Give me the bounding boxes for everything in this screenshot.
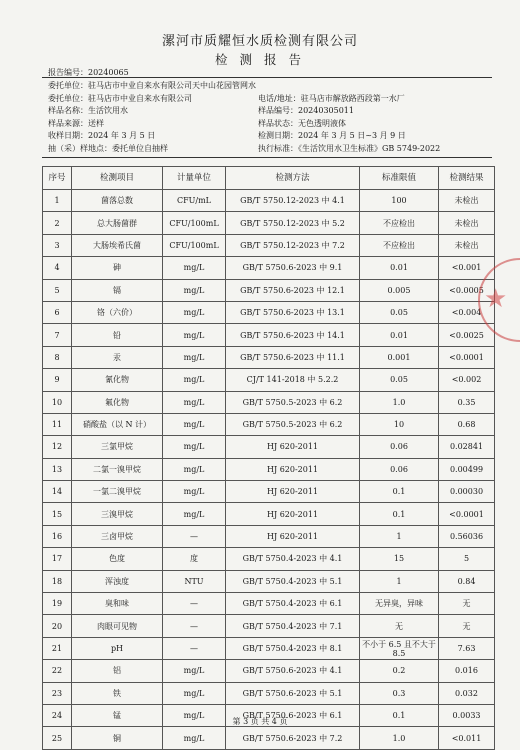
table-cell: HJ 620-2011: [226, 458, 360, 480]
table-cell: 3: [43, 234, 72, 256]
table-cell: 砷: [72, 257, 163, 279]
table-cell: <0.0005: [439, 279, 495, 301]
table-row: [43, 212, 495, 234]
table-cell: 三氯甲烷: [72, 436, 163, 458]
table-row: [43, 525, 495, 547]
table-cell: 8: [43, 346, 72, 368]
table-cell: <0.002: [439, 369, 495, 391]
table-row: [43, 234, 495, 256]
report-number-label: 报告编号：: [48, 68, 88, 77]
table-cell: 0.01: [360, 257, 439, 279]
table-row: [43, 436, 495, 458]
table-cell: GB/T 5750.4-2023 中 8.1: [226, 637, 360, 659]
table-cell: 1.0: [360, 727, 439, 749]
column-header: 检测结果: [439, 167, 495, 190]
table-row: [43, 279, 495, 301]
table-cell: 铜: [72, 727, 163, 749]
sample-info: [48, 80, 508, 156]
table-cell: 7.63: [439, 637, 495, 659]
table-cell: 7: [43, 324, 72, 346]
info-left: 样品来源：送样: [48, 118, 104, 128]
table-cell: <0.001: [439, 257, 495, 279]
table-cell: GB/T 5750.12-2023 中 5.2: [226, 212, 360, 234]
table-cell: 二氯一溴甲烷: [72, 458, 163, 480]
table-row: [43, 503, 495, 525]
table-cell: 未检出: [439, 190, 495, 212]
table-cell: 0.35: [439, 391, 495, 413]
results-table: [42, 166, 495, 750]
table-cell: GB/T 5750.6-2023 中 11.1: [226, 346, 360, 368]
table-row: [43, 324, 495, 346]
divider-info: [42, 157, 492, 158]
star-icon: ★: [484, 284, 508, 314]
table-cell: GB/T 5750.6-2023 中 7.2: [226, 727, 360, 749]
table-cell: 未检出: [439, 234, 495, 256]
table-row: [43, 570, 495, 592]
table-cell: 0.01: [360, 324, 439, 346]
page-footer: 第 3 页 共 4 页: [232, 717, 288, 726]
table-header-row: [43, 167, 495, 190]
column-header: 检测方法: [226, 167, 360, 190]
table-cell: 9: [43, 369, 72, 391]
table-row: [43, 682, 495, 704]
table-cell: mg/L: [163, 727, 226, 749]
table-cell: 5: [439, 548, 495, 570]
table-cell: 18: [43, 570, 72, 592]
table-row: [43, 548, 495, 570]
info-left: 委托单位：驻马店市中业自来水有限公司天中山花园管网水: [48, 81, 256, 90]
table-cell: mg/L: [163, 324, 226, 346]
table-cell: 菌落总数: [72, 190, 163, 212]
table-cell: <0.0001: [439, 346, 495, 368]
info-right: 执行标准：《生活饮用水卫生标准》GB 5749-2022: [258, 143, 441, 153]
table-cell: 浑浊度: [72, 570, 163, 592]
table-row: [43, 637, 495, 659]
table-cell: mg/L: [163, 413, 226, 435]
info-left: 样品名称：生活饮用水: [48, 106, 128, 116]
table-cell: GB/T 5750.4-2023 中 7.1: [226, 615, 360, 637]
table-cell: 0.032: [439, 682, 495, 704]
table-cell: 0.005: [360, 279, 439, 301]
info-right: 电话/地址：驻马店市解放路西段第一水厂: [258, 93, 405, 103]
table-cell: 0.1: [360, 704, 439, 726]
table-cell: 23: [43, 682, 72, 704]
table-cell: GB/T 5750.12-2023 中 4.1: [226, 190, 360, 212]
table-cell: GB/T 5750.12-2023 中 7.2: [226, 234, 360, 256]
table-cell: GB/T 5750.4-2023 中 5.1: [226, 570, 360, 592]
table-cell: GB/T 5750.6-2023 中 13.1: [226, 301, 360, 323]
table-cell: 0.06: [360, 458, 439, 480]
table-cell: 22: [43, 660, 72, 682]
table-cell: mg/L: [163, 279, 226, 301]
table-cell: 21: [43, 637, 72, 659]
table-cell: HJ 620-2011: [226, 503, 360, 525]
table-cell: NTU: [163, 570, 226, 592]
table-cell: GB/T 5750.6-2023 中 9.1: [226, 257, 360, 279]
divider-top: [42, 77, 492, 78]
table-cell: GB/T 5750.6-2023 中 5.1: [226, 682, 360, 704]
table-cell: 1: [360, 525, 439, 547]
table-cell: mg/L: [163, 346, 226, 368]
table-cell: 0.1: [360, 481, 439, 503]
table-cell: 不应检出: [360, 212, 439, 234]
table-cell: mg/L: [163, 391, 226, 413]
table-cell: mg/L: [163, 369, 226, 391]
table-cell: CFU/mL: [163, 190, 226, 212]
info-row: [48, 80, 508, 93]
table-cell: 16: [43, 525, 72, 547]
table-cell: 6: [43, 301, 72, 323]
table-cell: 1: [360, 570, 439, 592]
table-cell: HJ 620-2011: [226, 481, 360, 503]
info-row: [48, 118, 508, 131]
table-cell: pH: [72, 637, 163, 659]
table-row: [43, 301, 495, 323]
table-row: [43, 391, 495, 413]
table-row: [43, 458, 495, 480]
table-row: [43, 190, 495, 212]
table-cell: 氰化物: [72, 369, 163, 391]
table-cell: —: [163, 593, 226, 615]
table-cell: mg/L: [163, 257, 226, 279]
table-cell: 0.00030: [439, 481, 495, 503]
table-cell: 一氯二溴甲烷: [72, 481, 163, 503]
table-cell: GB/T 5750.5-2023 中 6.2: [226, 413, 360, 435]
table-cell: —: [163, 637, 226, 659]
table-cell: 15: [43, 503, 72, 525]
table-cell: 锰: [72, 704, 163, 726]
table-cell: 15: [360, 548, 439, 570]
table-cell: 17: [43, 548, 72, 570]
table-cell: <0.0025: [439, 324, 495, 346]
table-cell: —: [163, 525, 226, 547]
table-row: [43, 660, 495, 682]
table-cell: <0.004: [439, 301, 495, 323]
table-cell: 三溴甲烷: [72, 503, 163, 525]
info-row: [48, 143, 508, 156]
table-cell: CJ/T 141-2018 中 5.2.2: [226, 369, 360, 391]
table-cell: 汞: [72, 346, 163, 368]
report-number-value: 20240065: [88, 68, 129, 77]
table-cell: 0.1: [360, 503, 439, 525]
table-cell: <0.0001: [439, 503, 495, 525]
table-cell: 11: [43, 413, 72, 435]
table-cell: 硝酸盐（以 N 计）: [72, 413, 163, 435]
table-cell: CFU/100mL: [163, 234, 226, 256]
info-right: 样品状态：无色透明液体: [258, 118, 346, 128]
table-cell: mg/L: [163, 301, 226, 323]
table-cell: GB/T 5750.6-2023 中 6.1: [226, 704, 360, 726]
table-cell: 25: [43, 727, 72, 749]
table-row: [43, 727, 495, 749]
table-cell: 2: [43, 212, 72, 234]
table-cell: 铁: [72, 682, 163, 704]
table-cell: 未检出: [439, 212, 495, 234]
column-header: 标准限值: [360, 167, 439, 190]
table-cell: 0.016: [439, 660, 495, 682]
table-cell: 三卤甲烷: [72, 525, 163, 547]
table-row: [43, 257, 495, 279]
info-right: 样品编号：20240305011: [258, 106, 354, 116]
table-cell: 0.00499: [439, 458, 495, 480]
table-cell: 1: [43, 190, 72, 212]
table-cell: mg/L: [163, 704, 226, 726]
info-left: 抽（采）样地点：委托单位自抽样: [48, 143, 168, 153]
table-cell: 0.05: [360, 369, 439, 391]
table-cell: GB/T 5750.5-2023 中 6.2: [226, 391, 360, 413]
table-cell: 无: [439, 593, 495, 615]
column-header: 序号: [43, 167, 72, 190]
report-subtitle: 检 测 报 告: [215, 52, 305, 67]
table-cell: GB/T 5750.6-2023 中 4.1: [226, 660, 360, 682]
table-cell: 0.06: [360, 436, 439, 458]
table-cell: 臭和味: [72, 593, 163, 615]
table-cell: 不小于 6.5 且不大于 8.5: [360, 637, 439, 659]
table-cell: 0.2: [360, 660, 439, 682]
table-cell: 度: [163, 548, 226, 570]
table-cell: 总大肠菌群: [72, 212, 163, 234]
table-cell: GB/T 5750.6-2023 中 12.1: [226, 279, 360, 301]
table-cell: 24: [43, 704, 72, 726]
table-cell: 无: [439, 615, 495, 637]
info-row: [48, 105, 508, 118]
table-cell: HJ 620-2011: [226, 436, 360, 458]
table-cell: 铝: [72, 660, 163, 682]
info-left: 收样日期：2024 年 3 月 5 日: [48, 131, 156, 141]
table-cell: 12: [43, 436, 72, 458]
table-cell: <0.011: [439, 727, 495, 749]
info-row: [48, 93, 508, 106]
table-cell: 无: [360, 615, 439, 637]
table-cell: 100: [360, 190, 439, 212]
table-cell: 镉: [72, 279, 163, 301]
table-cell: 14: [43, 481, 72, 503]
table-cell: 0.84: [439, 570, 495, 592]
table-cell: 肉眼可见物: [72, 615, 163, 637]
table-cell: —: [163, 615, 226, 637]
table-cell: mg/L: [163, 436, 226, 458]
table-row: [43, 369, 495, 391]
table-cell: 0.0033: [439, 704, 495, 726]
table-cell: mg/L: [163, 481, 226, 503]
table-cell: 无异臭，异味: [360, 593, 439, 615]
table-cell: 0.56036: [439, 525, 495, 547]
table-cell: mg/L: [163, 458, 226, 480]
table-cell: 0.001: [360, 346, 439, 368]
table-cell: 4: [43, 257, 72, 279]
table-cell: 铅: [72, 324, 163, 346]
table-cell: 19: [43, 593, 72, 615]
table-row: [43, 413, 495, 435]
table-cell: 铬（六价）: [72, 301, 163, 323]
table-row: [43, 615, 495, 637]
info-right: 检测日期：2024 年 3 月 5 日~3 月 9 日: [258, 131, 406, 141]
table-cell: 氟化物: [72, 391, 163, 413]
table-cell: HJ 620-2011: [226, 525, 360, 547]
table-cell: 10: [360, 413, 439, 435]
table-cell: CFU/100mL: [163, 212, 226, 234]
table-row: [43, 346, 495, 368]
table-cell: 0.3: [360, 682, 439, 704]
table-cell: GB/T 5750.4-2023 中 4.1: [226, 548, 360, 570]
table-cell: 10: [43, 391, 72, 413]
table-cell: 色度: [72, 548, 163, 570]
table-cell: 13: [43, 458, 72, 480]
table-cell: 大肠埃希氏菌: [72, 234, 163, 256]
table-cell: mg/L: [163, 682, 226, 704]
info-left: 委托单位：驻马店市中业自来水有限公司: [48, 93, 192, 103]
info-row: [48, 130, 508, 143]
column-header: 检测项目: [72, 167, 163, 190]
table-cell: GB/T 5750.6-2023 中 14.1: [226, 324, 360, 346]
table-cell: 不应检出: [360, 234, 439, 256]
table-cell: 20: [43, 615, 72, 637]
table-cell: 0.68: [439, 413, 495, 435]
table-row: [43, 593, 495, 615]
table-cell: 5: [43, 279, 72, 301]
table-cell: 0.02841: [439, 436, 495, 458]
table-row: [43, 481, 495, 503]
table-cell: mg/L: [163, 503, 226, 525]
column-header: 计量单位: [163, 167, 226, 190]
table-cell: mg/L: [163, 660, 226, 682]
company-title: 漯河市质耀恒水质检测有限公司: [161, 34, 358, 49]
table-cell: GB/T 5750.4-2023 中 6.1: [226, 593, 360, 615]
table-cell: 1.0: [360, 391, 439, 413]
table-cell: 0.05: [360, 301, 439, 323]
